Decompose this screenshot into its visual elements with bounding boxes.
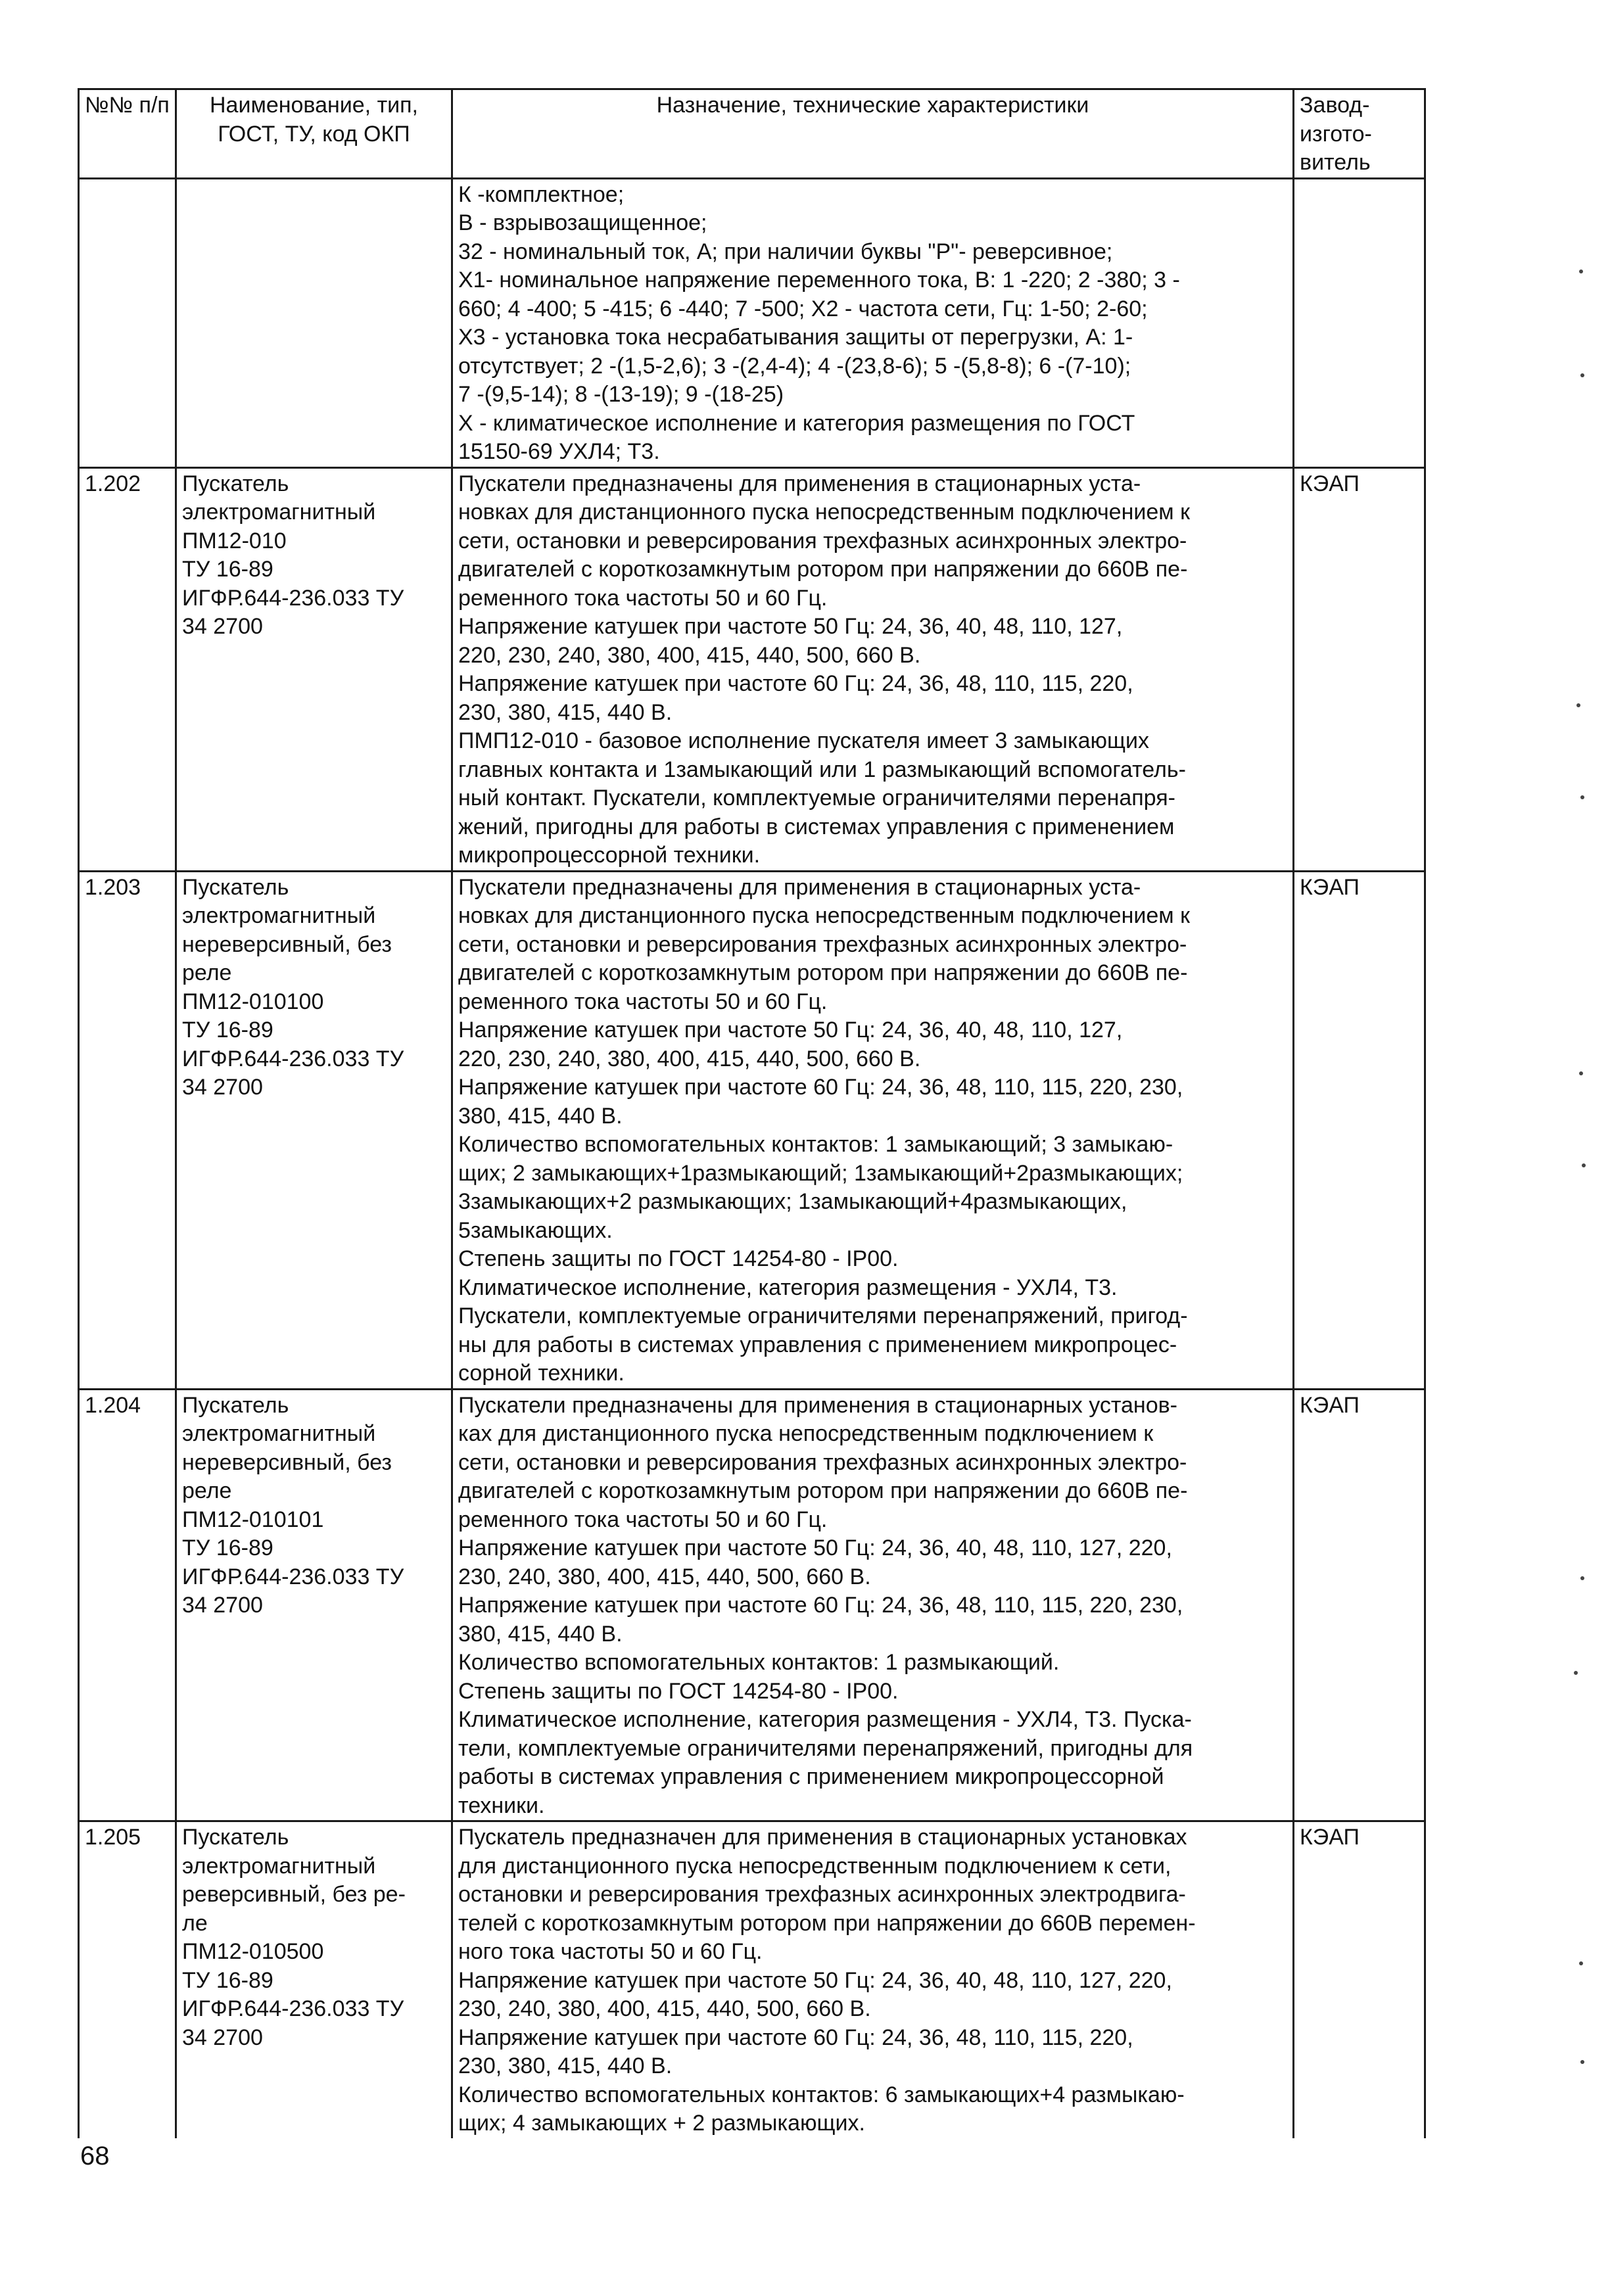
product-name-line: ПМ12-010101 [182,1507,324,1532]
description-line: Х1- номинальное напряжение переменного тока, В: 1 -220; 2 -380; 3 - [458,268,1180,293]
description-line: ны для работы в системах управления с применением микропроцес- [458,1332,1177,1357]
table-row [79,467,1425,871]
description-line: телей с короткозамкнутым ротором при напряжении до 660В перемен- [458,1910,1196,1936]
description-line: Напряжение катушек при частоте 50 Гц: 24, 36, 40, 48, 110, 127, [458,614,1123,639]
row-number: 1.204 [79,1389,176,1821]
description-line: ного тока частоты 50 и 60 Гц. [458,1939,763,1964]
description-line: сети, остановки и реверсирования трехфазных асинхронных электро- [458,528,1187,553]
description-line: Пускатели предназначены для применения в стационарных установ- [458,1392,1177,1418]
scan-speck [1580,795,1584,799]
description-cell [452,871,1294,1389]
header-num: №№ п/п [79,89,176,179]
scan-speck [1580,373,1584,377]
continuation-row [79,178,1425,467]
continuation-num-cell [79,178,176,467]
scan-speck [1579,1961,1583,1965]
product-name-line: ИГФР.644-236.033 ТУ [182,1996,404,2021]
description-line: 230, 240, 380, 400, 415, 440, 500, 660 В. [458,1996,871,2021]
description-line: ременного тока частоты 50 и 60 Гц. [458,989,828,1014]
description-line: 32 - номинальный ток, А; при наличии буквы "Р"- реверсивное; [458,239,1113,264]
continuation-name-cell [176,178,452,467]
product-table [78,88,1426,2138]
description-line: щих; 4 замыкающих + 2 размыкающих. [458,2111,865,2136]
scan-speck [1580,1576,1584,1580]
description-line: 3замыкающих+2 размыкающих; 1замыкающий+4размыкающих, [458,1189,1127,1214]
header-description: Назначение, технические характеристики [452,89,1294,179]
description-cell [452,1389,1294,1821]
description-line: К -комплектное; [458,181,625,207]
description-line: 230, 380, 415, 440 В. [458,2053,673,2078]
product-name-line: ИГФР.644-236.033 ТУ [182,585,404,611]
product-name-line: нереверсивный, без [182,1449,392,1475]
description-line: двигателей с короткозамкнутым ротором при напряжении до 660В пе- [458,557,1188,582]
header-name: Наименование, тип, ГОСТ, ТУ, код ОКП [176,89,452,179]
product-name-line: Пускатель [182,471,289,496]
description-line: главных контакта и 1замыкающий или 1 размыкающий вспомогатель- [458,757,1186,782]
description-line: ках для дистанционного пуска непосредственным подключением к [458,1421,1154,1446]
description-line: Климатическое исполнение, категория размещения - УХЛ4, Т3. [458,1275,1118,1300]
description-line: Напряжение катушек при частоте 50 Гц: 24, 36, 40, 48, 110, 127, 220, [458,1535,1172,1560]
product-name-line: ПМ12-010100 [182,989,324,1014]
page-number: 68 [80,2142,110,2170]
description-line: 380, 415, 440 В. [458,1103,623,1129]
scan-speck [1579,269,1583,273]
table-header-row [79,89,1425,179]
description-line: Степень защиты по ГОСТ 14254-80 - IP00. [458,1246,899,1271]
description-line: для дистанционного пуска непосредственным подключением к сети, [458,1853,1172,1879]
manufacturer-cell: КЭАП [1294,871,1425,1389]
description-line: Количество вспомогательных контактов: 1 размыкающий. [458,1650,1060,1675]
product-name-line: Пускатель [182,1392,289,1418]
table-row [79,1389,1425,1821]
description-line: 230, 240, 380, 400, 415, 440, 500, 660 В. [458,1564,871,1589]
product-name-line: ТУ 16-89 [182,1967,273,1993]
table-body [79,178,1425,2138]
description-line: Напряжение катушек при частоте 60 Гц: 24, 36, 48, 110, 115, 220, [458,671,1133,696]
product-name-line: реле [182,960,232,985]
row-number: 1.202 [79,467,176,871]
product-name-line: реле [182,1478,232,1503]
description-line: остановки и реверсирования трехфазных асинхронных электродвига- [458,1882,1186,1907]
product-name-cell [176,467,452,871]
description-line: сети, остановки и реверсирования трехфазных асинхронных электро- [458,931,1187,957]
table-row [79,1821,1425,2138]
scan-speck [1579,1071,1583,1075]
description-line: жений, пригодны для работы в системах управления с применением [458,814,1175,839]
description-line: микропроцессорной техники. [458,843,761,868]
product-name-line: реверсивный, без ре- [182,1882,406,1907]
description-line: В - взрывозащищенное; [458,210,707,235]
description-line: Пускатели предназначены для применения в стационарных уста- [458,471,1141,496]
product-name-line: электромагнитный [182,500,376,525]
description-line: сети, остановки и реверсирования трехфазных асинхронных электро- [458,1449,1187,1475]
product-name-line: 34 2700 [182,614,263,639]
description-line: 7 -(9,5-14); 8 -(13-19); 9 -(18-25) [458,382,784,407]
description-line: 230, 380, 415, 440 В. [458,699,673,725]
description-line: Напряжение катушек при частоте 50 Гц: 24, 36, 40, 48, 110, 127, 220, [458,1967,1172,1993]
product-name-cell [176,1821,452,2138]
description-line: Напряжение катушек при частоте 60 Гц: 24, 36, 48, 110, 115, 220, 230, [458,1075,1183,1100]
product-name-line: ИГФР.644-236.033 ТУ [182,1046,404,1071]
scan-speck [1574,1671,1578,1675]
row-number: 1.203 [79,871,176,1389]
product-name-line: 34 2700 [182,1593,263,1618]
description-line: техники. [458,1792,545,1818]
product-name-line: ТУ 16-89 [182,1018,273,1043]
description-line: 660; 4 -400; 5 -415; 6 -440; 7 -500; Х2 - частота сети, Гц: 1-50; 2-60; [458,296,1148,321]
description-line: Х - климатическое исполнение и категория размещения по ГОСТ [458,410,1135,436]
description-line: Пускатели предназначены для применения в стационарных уста- [458,874,1141,900]
product-name-line: электромагнитный [182,1421,376,1446]
product-name-line: ПМ12-010500 [182,1939,324,1964]
product-name-line: 34 2700 [182,2025,263,2050]
continuation-description-cell [452,178,1294,467]
description-line: 220, 230, 240, 380, 400, 415, 440, 500, 660 В. [458,1046,921,1071]
description-line: Количество вспомогательных контактов: 6 замыкающих+4 размыкаю- [458,2082,1185,2107]
product-name-line: ИГФР.644-236.033 ТУ [182,1564,404,1589]
description-line: Степень защиты по ГОСТ 14254-80 - IP00. [458,1678,899,1704]
description-line: Количество вспомогательных контактов: 1 замыкающий; 3 замыкаю- [458,1132,1173,1157]
product-name-line: ле [182,1910,208,1936]
scan-speck [1582,1163,1586,1167]
description-line: ПМП12-010 - базовое исполнение пускателя имеет 3 замыкающих [458,728,1149,753]
product-name-line: ТУ 16-89 [182,557,273,582]
row-number: 1.205 [79,1821,176,2138]
description-line: работы в системах управления с применением микропроцессорной [458,1764,1164,1789]
description-cell [452,1821,1294,2138]
product-name-line: ТУ 16-89 [182,1535,273,1560]
product-name-line: ПМ12-010 [182,528,287,553]
description-line: ный контакт. Пускатели, комплектуемые ограничителями перенапря- [458,785,1175,810]
scan-speck [1576,703,1580,707]
product-name-cell [176,871,452,1389]
description-line: двигателей с короткозамкнутым ротором при напряжении до 660В пе- [458,1478,1188,1503]
description-line: ременного тока частоты 50 и 60 Гц. [458,1507,828,1532]
description-line: Напряжение катушек при частоте 50 Гц: 24, 36, 40, 48, 110, 127, [458,1018,1123,1043]
description-line: 220, 230, 240, 380, 400, 415, 440, 500, 660 В. [458,642,921,668]
product-name-line: Пускатель [182,1825,289,1850]
description-line: щих; 2 замыкающих+1размыкающий; 1замыкающий+2размыкающих; [458,1160,1183,1186]
description-line: новках для дистанционного пуска непосредственным подключением к [458,903,1190,928]
description-line: Напряжение катушек при частоте 60 Гц: 24, 36, 48, 110, 115, 220, 230, [458,1593,1183,1618]
description-line: отсутствует; 2 -(1,5-2,6); 3 -(2,4-4); 4 -(23,8-6); 5 -(5,8-8); 6 -(7-10); [458,353,1131,379]
product-name-line: электромагнитный [182,903,376,928]
description-line: новках для дистанционного пуска непосредственным подключением к [458,500,1190,525]
description-line: 380, 415, 440 В. [458,1621,623,1647]
description-line: Пускатели, комплектуемые ограничителями перенапряжений, пригод- [458,1303,1188,1328]
product-name-line: электромагнитный [182,1853,376,1879]
description-line: тели, комплектуемые ограничителями перенапряжений, пригодны для [458,1735,1193,1761]
description-line: ременного тока частоты 50 и 60 Гц. [458,585,828,611]
scan-speck [1580,2060,1584,2064]
manufacturer-cell: КЭАП [1294,467,1425,871]
product-name-cell [176,1389,452,1821]
manufacturer-cell: КЭАП [1294,1821,1425,2138]
table-row [79,871,1425,1389]
description-line: Климатическое исполнение, категория размещения - УХЛ4, Т3. Пуска- [458,1707,1192,1732]
product-name-line: нереверсивный, без [182,931,392,957]
description-line: Пускатель предназначен для применения в стационарных установках [458,1825,1187,1850]
description-line: Напряжение катушек при частоте 60 Гц: 24, 36, 48, 110, 115, 220, [458,2025,1133,2050]
header-manufacturer: Завод-изгото-витель [1294,89,1425,179]
description-line: 5замыкающих. [458,1217,613,1243]
description-line: Х3 - установка тока несрабатывания защиты от перегрузки, А: 1- [458,325,1133,350]
description-line: сорной техники. [458,1361,625,1386]
product-name-line: Пускатель [182,874,289,900]
continuation-manufacturer-cell [1294,178,1425,467]
product-name-line: 34 2700 [182,1075,263,1100]
description-line: двигателей с короткозамкнутым ротором при напряжении до 660В пе- [458,960,1188,985]
description-line: 15150-69 УХЛ4; Т3. [458,439,660,464]
description-cell [452,467,1294,871]
manufacturer-cell: КЭАП [1294,1389,1425,1821]
